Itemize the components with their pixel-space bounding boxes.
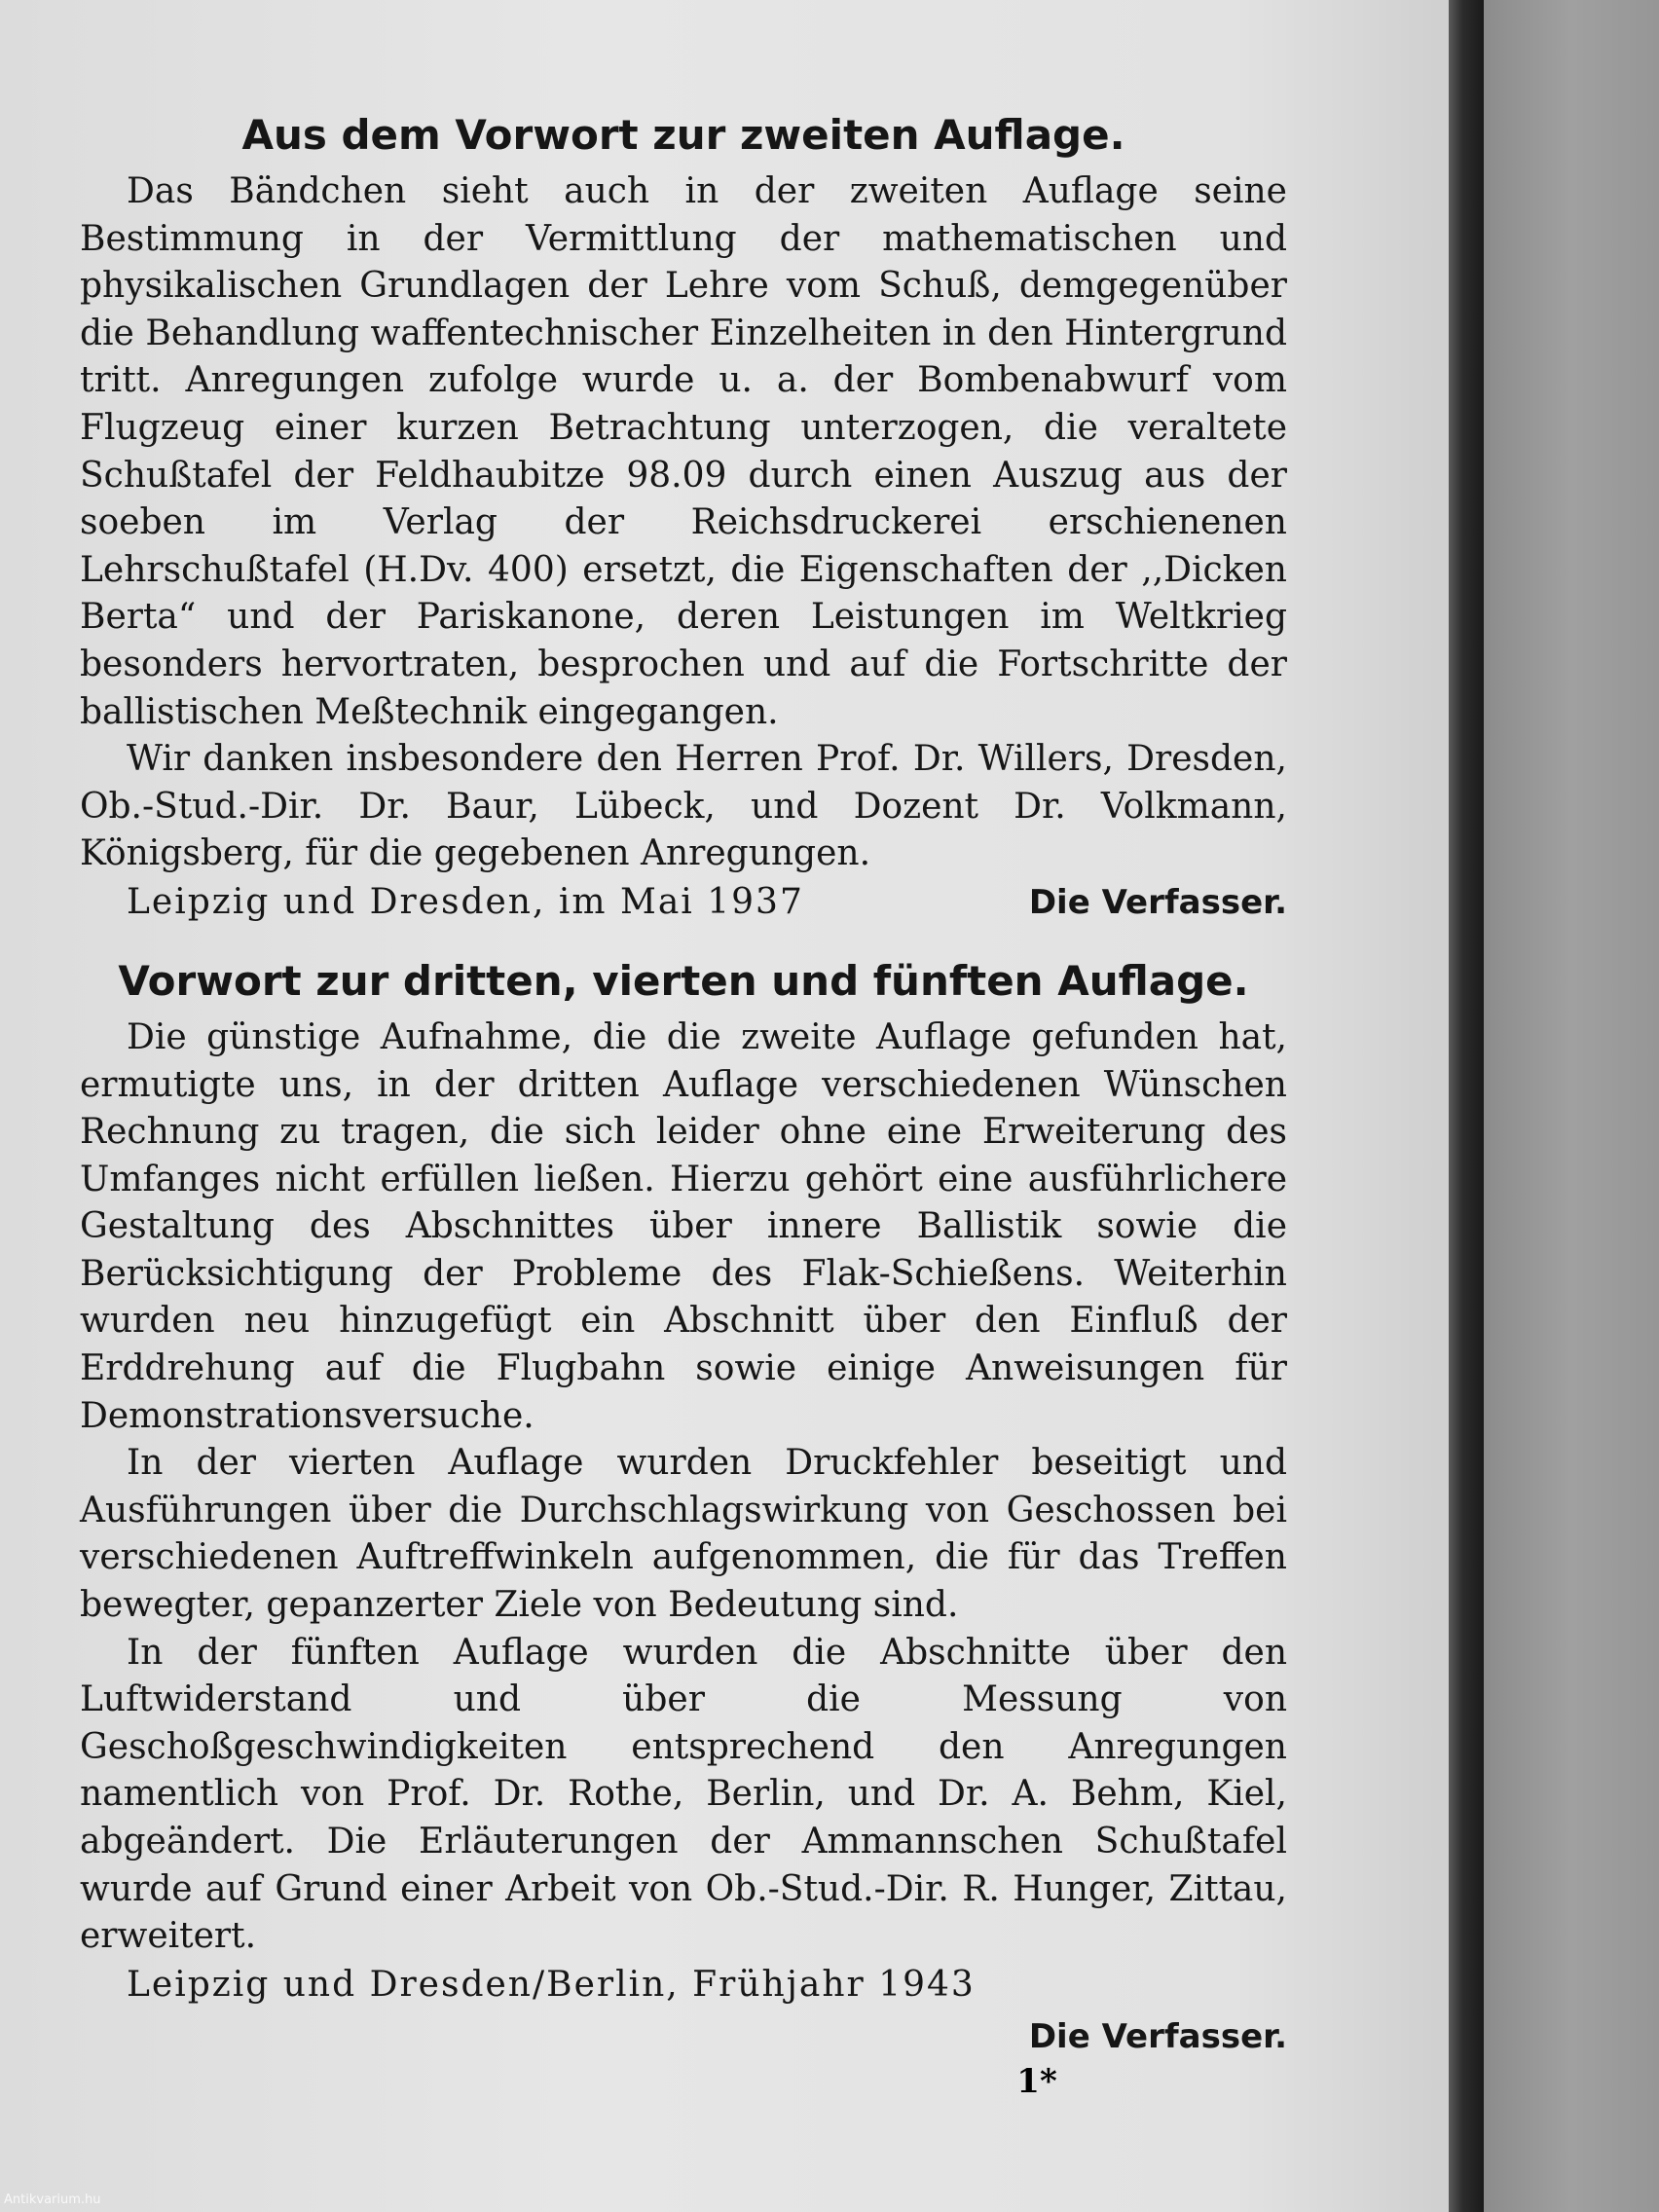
closing-line xyxy=(80,878,1287,927)
paragraph: In der fünften Auflage wurden die Abschnitte über den Luftwiderstand und über die Messung von Geschoßgeschwindigkeiten entsprechend den Anregungen namentlich von Prof. Dr. Rothe, Berlin, und Dr. A. Behm, Kiel, abgeändert. Die Erläuterungen der Ammannschen Schußtafel wurde auf Grund einer Arbeit von Ob.-Stud.-Dir. R. Hunger, Zittau, erweitert. xyxy=(80,1632,1287,1957)
background-surface xyxy=(1484,0,1659,2212)
section-heading-later-editions: Vorwort zur dritten, vierten und fünften Auflage. xyxy=(118,956,1249,1005)
watermark: Antikvarium.hu xyxy=(4,2193,101,2207)
section-heading-second-edition: Aus dem Vorwort zur zweiten Auflage. xyxy=(241,111,1125,159)
place-date: Leipzig und Dresden/Berlin, Frühjahr 1943 xyxy=(127,1964,976,2005)
place-date: Leipzig und Dresden, im Mai 1937 xyxy=(127,881,804,922)
authors-signature: Die Verfasser. xyxy=(1028,2016,1287,2056)
paragraph: Die günstige Aufnahme, die die zweite Auflage gefunden hat, ermutigte uns, in der dritten Auflage verschiedenen Wünschen Rechnung zu tragen, die sich leider ohne eine Erweiterung des Umfanges nicht erfüllen ließen. Hierzu gehört eine ausführlichere Gestaltung des Abschnittes über innere Ballistik sowie die Berücksichtigung der Probleme des Flak-Schießens. Weiterhin wurden neu hinzugefügt ein Abschnitt über den Einfluß der Erddrehung auf die Flugbahn sowie einige Anweisungen für Demonstrationsversuche. xyxy=(80,1016,1287,1436)
page-text xyxy=(80,102,1287,2070)
book-edge-shadow xyxy=(1449,0,1484,2212)
closing-signature-row xyxy=(80,2009,1287,2070)
paragraph: Wir danken insbesondere den Herren Prof. Dr. Willers, Dresden, Ob.-Stud.-Dir. Dr. Baur, Lübeck, und Dozent Dr. Volkmann, Königsberg, für die gegebenen Anregungen. xyxy=(80,739,1287,874)
signature-mark: 1* xyxy=(1016,2062,1057,2101)
authors-signature: Die Verfasser. xyxy=(1028,882,1287,922)
paragraph: Das Bändchen sieht auch in der zweiten Auflage seine Bestimmung in der Vermittlung der mathematischen und physikalischen Grundlagen der Lehre vom Schuß, demgegenüber die Behandlung waffentechnischer Einzelheiten in den Hintergrund tritt. Anregungen zufolge wurde u. a. der Bombenabwurf vom Flugzeug einer kurzen Betrachtung unterzogen, die veraltete Schußtafel der Feldhaubitze 98.09 durch einen Auszug aus der soeben im Verlag der Reichsdruckerei erschienenen Lehrschußtafel (H.Dv. 400) ersetzt, die Eigenschaften der ,,Dicken Berta“ und der Pariskanone, deren Leistungen im Weltkrieg besonders hervortraten, besprochen und auf die Fortschritte der ballistischen Meßtechnik eingegangen. xyxy=(80,171,1287,732)
closing-line xyxy=(80,1961,1287,2009)
paragraph: In der vierten Auflage wurden Druckfehler beseitigt und Ausführungen über die Durchschlagswirkung von Geschossen bei verschiedenen Auftreffwinkeln aufgenommen, die für das Treffen bewegter, gepanzerter Ziele von Bedeutung sind. xyxy=(80,1443,1287,1626)
